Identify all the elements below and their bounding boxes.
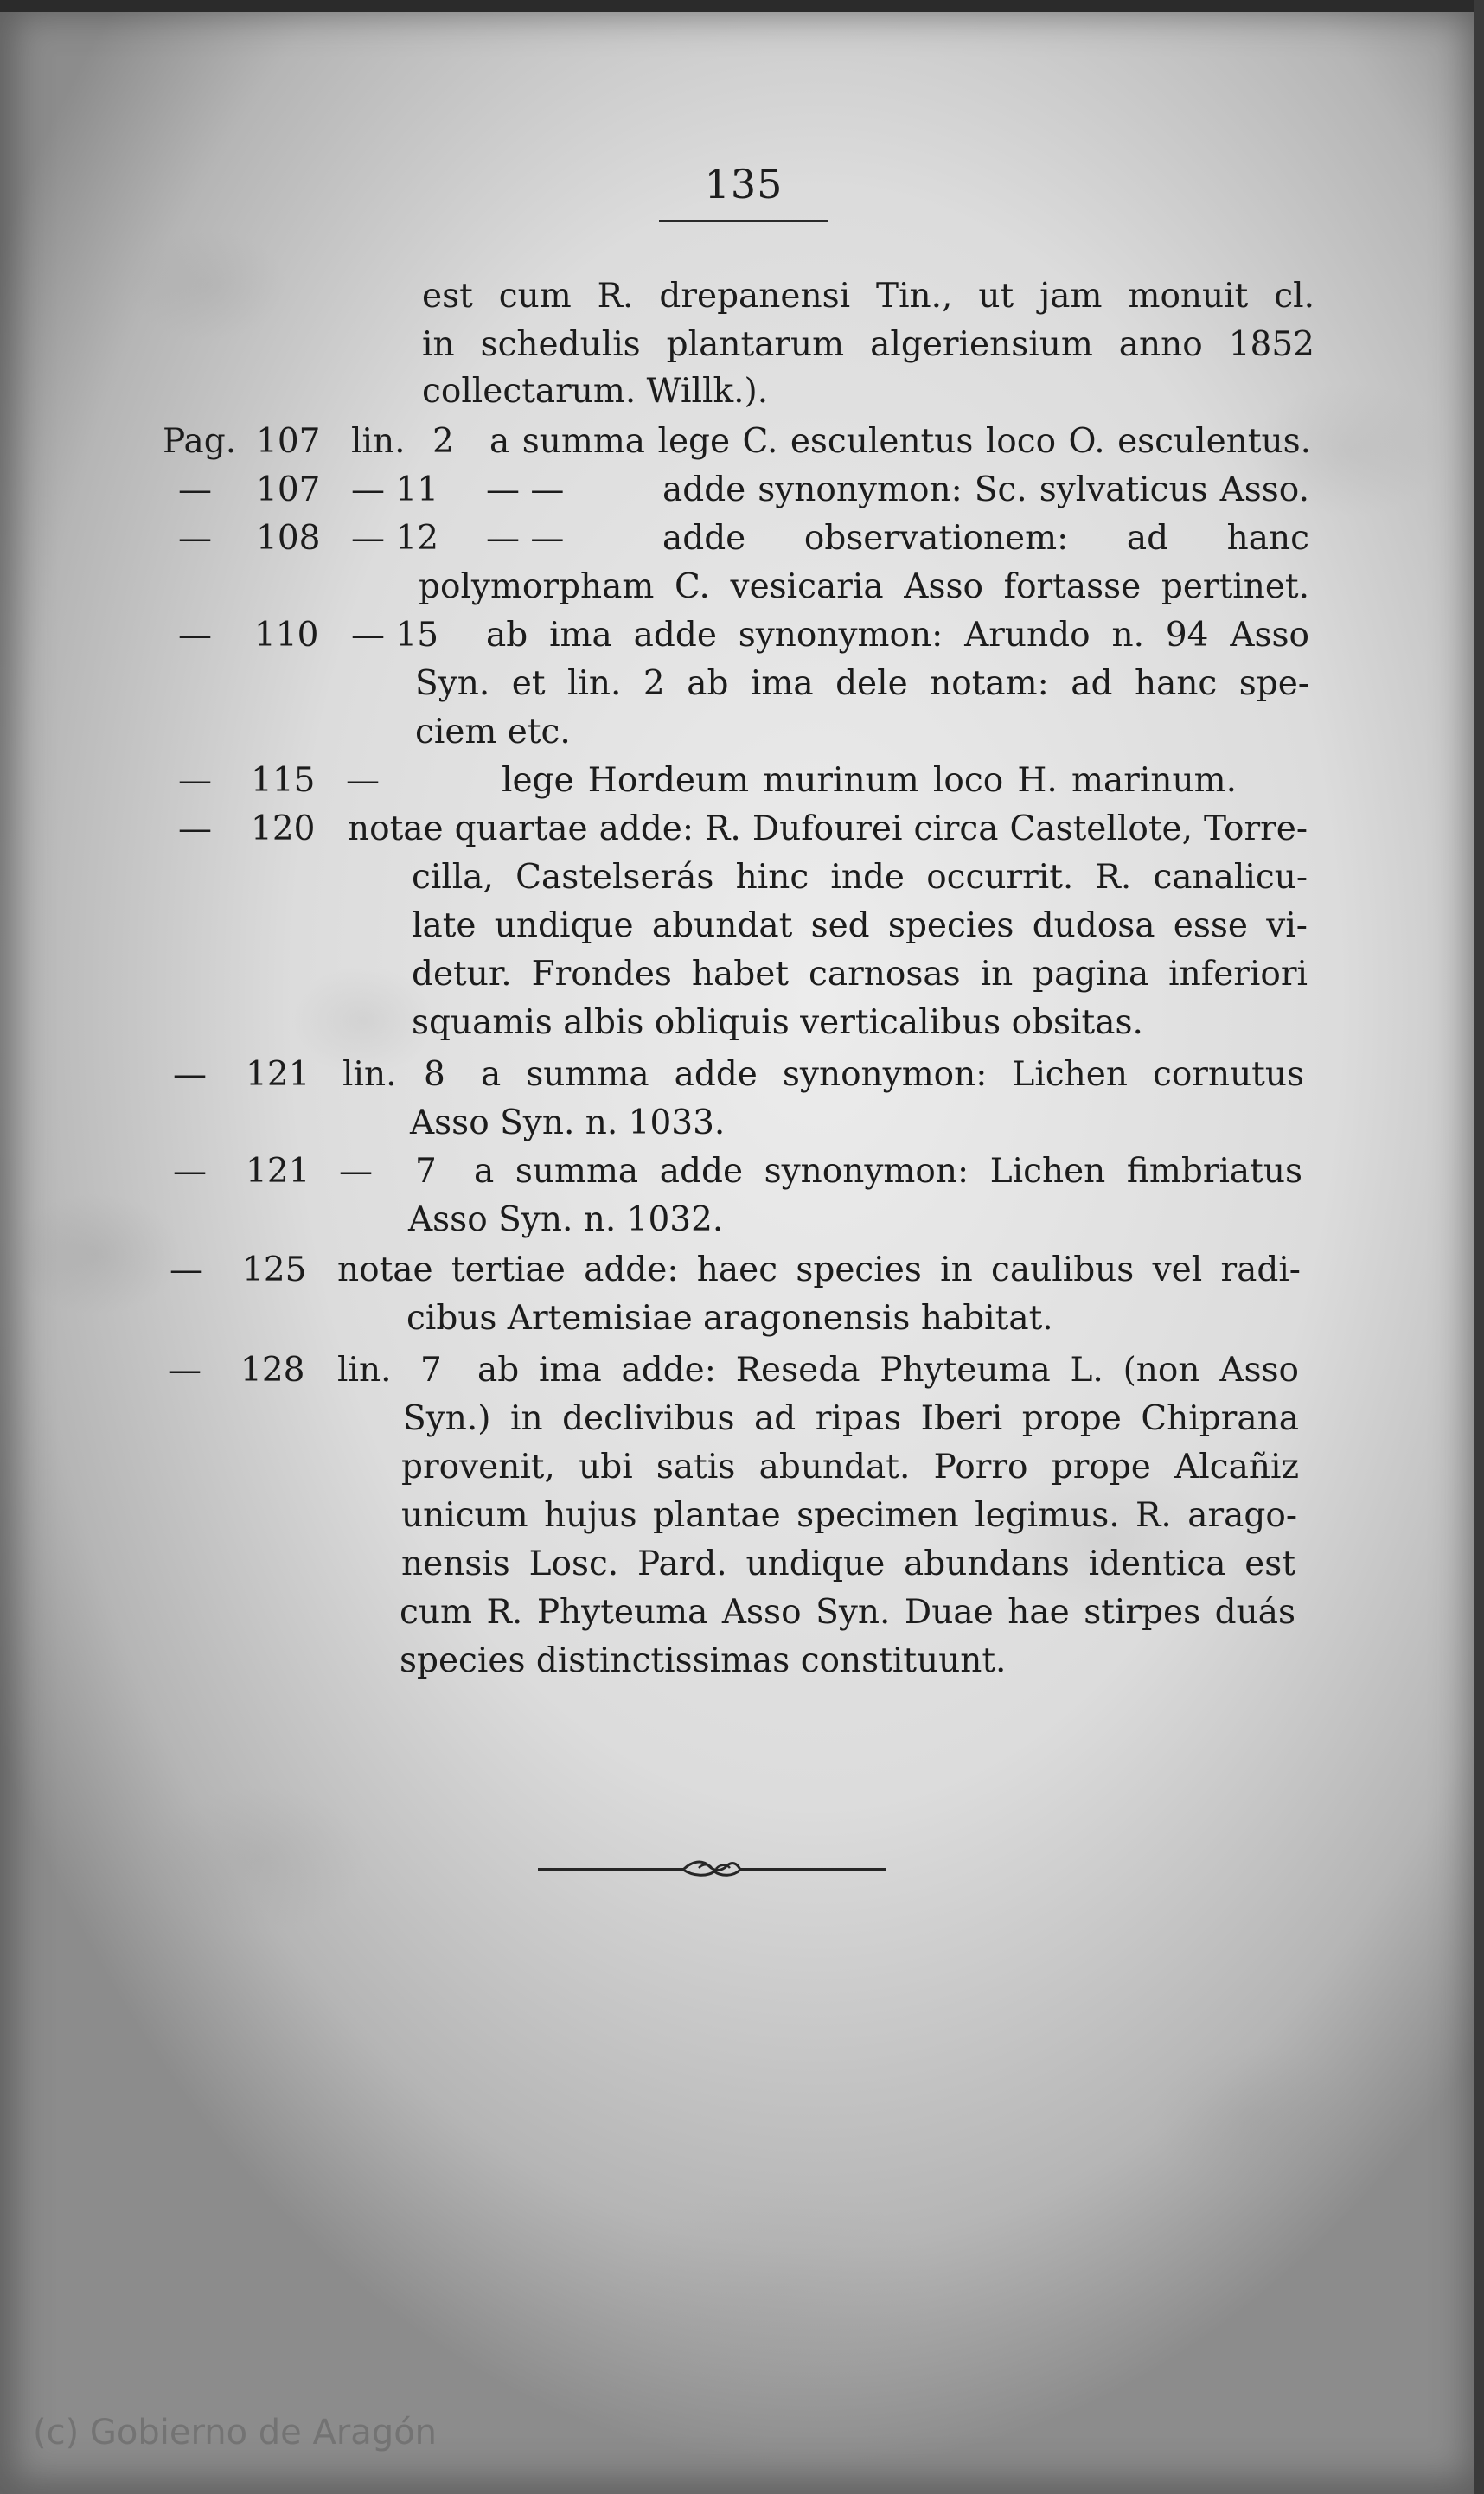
text-line	[0, 1541, 1484, 1588]
entry-text: lege Hordeum murinum loco H. marinum.	[502, 761, 1237, 800]
text-line	[0, 1000, 1484, 1046]
text-line	[0, 1197, 1484, 1244]
erratum-entry	[0, 1052, 1484, 1098]
entry-page: 115	[251, 761, 316, 800]
entry-line-number: 7	[415, 1152, 437, 1191]
entry-line-label: —	[339, 1152, 373, 1191]
line-text: cilla, Castelserás hinc inde occurrit. R. canalicu-	[412, 858, 1308, 897]
entry-text: adde observationem: ad hanc	[662, 519, 1309, 558]
line-text: Asso Syn. n. 1033.	[410, 1103, 726, 1142]
entry-page: 107	[256, 422, 321, 461]
text-line	[0, 1589, 1484, 1636]
entry-line-number: — —	[486, 470, 565, 509]
entry-text: a summa adde synonymon: Lichen fimbriatus	[474, 1152, 1302, 1191]
entry-page: 110	[254, 616, 319, 655]
entry-page: 125	[242, 1250, 307, 1289]
text-line	[0, 1396, 1484, 1442]
erratum-entry	[0, 612, 1484, 659]
entry-text: a summa lege C. esculentus loco O. esculentus.	[489, 422, 1311, 461]
entry-page: 121	[246, 1055, 310, 1094]
line-text: detur. Frondes habet carnosas in pagina inferiori	[412, 955, 1308, 994]
text-line	[0, 661, 1484, 707]
erratum-entry	[0, 467, 1484, 514]
entry-page: 107	[256, 470, 321, 509]
erratum-entry	[0, 1148, 1484, 1195]
entry-page: 121	[246, 1152, 310, 1191]
erratum-entry	[0, 806, 1484, 853]
entry-line-number: 8	[424, 1055, 445, 1094]
text-line	[0, 709, 1484, 756]
text-line	[0, 564, 1484, 611]
line-text: nensis Losc. Pard. undique abundans identica est	[401, 1544, 1295, 1583]
erratum-entry	[0, 1347, 1484, 1394]
entry-text: ab ima adde synonymon: Arundo n. 94 Asso	[486, 616, 1309, 655]
line-text: in schedulis plantarum algeriensium anno 1852	[422, 325, 1314, 364]
entry-line-label: lin.	[337, 1351, 392, 1390]
entry-line-label: —	[346, 761, 380, 800]
erratum-entry	[0, 515, 1484, 562]
erratum-entry	[0, 758, 1484, 804]
text-line	[0, 1493, 1484, 1539]
entry-text: notae tertiae adde: haec species in caulibus vel radi-	[337, 1250, 1301, 1289]
end-ornament-icon	[536, 1851, 887, 1885]
line-text: Asso Syn. n. 1032.	[408, 1200, 724, 1239]
entry-page: 108	[256, 519, 321, 558]
erratum-entry	[0, 419, 1484, 465]
entry-text: a summa adde synonymon: Lichen cornutus	[481, 1055, 1304, 1094]
entry-line-label: — 11	[351, 470, 439, 509]
text-line	[0, 368, 1484, 415]
copyright-watermark: (c) Gobierno de Aragón	[33, 2413, 438, 2452]
entry-page: 120	[251, 809, 316, 848]
erratum-entry	[0, 1247, 1484, 1294]
line-text: Syn.) in declivibus ad ripas Iberi prope Chiprana	[403, 1399, 1299, 1438]
text-line	[0, 903, 1484, 950]
entry-text: adde synonymon: Sc. sylvaticus Asso.	[662, 470, 1309, 509]
entry-line-label: lin.	[342, 1055, 397, 1094]
entry-mark: —	[178, 761, 212, 800]
line-text: collectarum. Willk.).	[422, 372, 769, 411]
line-text: cibus Artemisiae aragonensis habitat.	[406, 1299, 1053, 1338]
text-line	[0, 273, 1484, 320]
text-line	[0, 1444, 1484, 1491]
page-top-edge	[0, 0, 1484, 12]
text-line	[0, 1295, 1484, 1342]
line-text: provenit, ubi satis abundat. Porro prope Alcañiz	[401, 1448, 1299, 1487]
entry-text: notae quartae adde: R. Dufourei circa Castellote, Torre-	[348, 809, 1308, 848]
entry-text: ab ima adde: Reseda Phyteuma L. (non Asso	[477, 1351, 1299, 1390]
line-text: species distinctissimas constituunt.	[400, 1641, 1007, 1680]
entry-line-number: 2	[432, 422, 454, 461]
entry-line-number: — —	[486, 519, 565, 558]
line-text: ciem etc.	[415, 713, 571, 751]
text-line	[0, 951, 1484, 998]
text-line	[0, 854, 1484, 901]
page-number-rule	[659, 220, 828, 222]
entry-line-label: — 12	[351, 519, 439, 558]
entry-mark: —	[173, 1055, 207, 1094]
line-text: Syn. et lin. 2 ab ima dele notam: ad hanc spe-	[415, 664, 1309, 703]
text-line	[0, 1638, 1484, 1685]
entry-mark: —	[170, 1250, 203, 1289]
entry-mark: —	[178, 809, 212, 848]
entry-mark: —	[178, 470, 212, 509]
line-text: polymorpham C. vesicaria Asso fortasse pertinet.	[419, 567, 1309, 606]
entry-mark: —	[178, 519, 212, 558]
page-number: 135	[704, 161, 784, 208]
text-line	[0, 322, 1484, 368]
entry-line-number: 7	[420, 1351, 442, 1390]
line-text: est cum R. drepanensi Tin., ut jam monuit cl.	[422, 277, 1314, 316]
line-text: squamis albis obliquis verticalibus obsitas.	[412, 1003, 1143, 1042]
text-line	[0, 1100, 1484, 1147]
line-text: cum R. Phyteuma Asso Syn. Duae hae stirpes duás	[400, 1593, 1295, 1632]
line-text: unicum hujus plantae specimen legimus. R. arago-	[401, 1496, 1297, 1535]
entry-page: 128	[240, 1351, 305, 1390]
entry-mark: —	[178, 616, 212, 655]
entry-mark: Pag.	[163, 422, 237, 461]
line-text: late undique abundat sed species dudosa esse vi-	[412, 906, 1308, 945]
entry-mark: —	[173, 1152, 207, 1191]
entry-line-label: — 15	[351, 616, 439, 655]
entry-line-label: lin.	[351, 422, 406, 461]
entry-mark: —	[168, 1351, 201, 1390]
